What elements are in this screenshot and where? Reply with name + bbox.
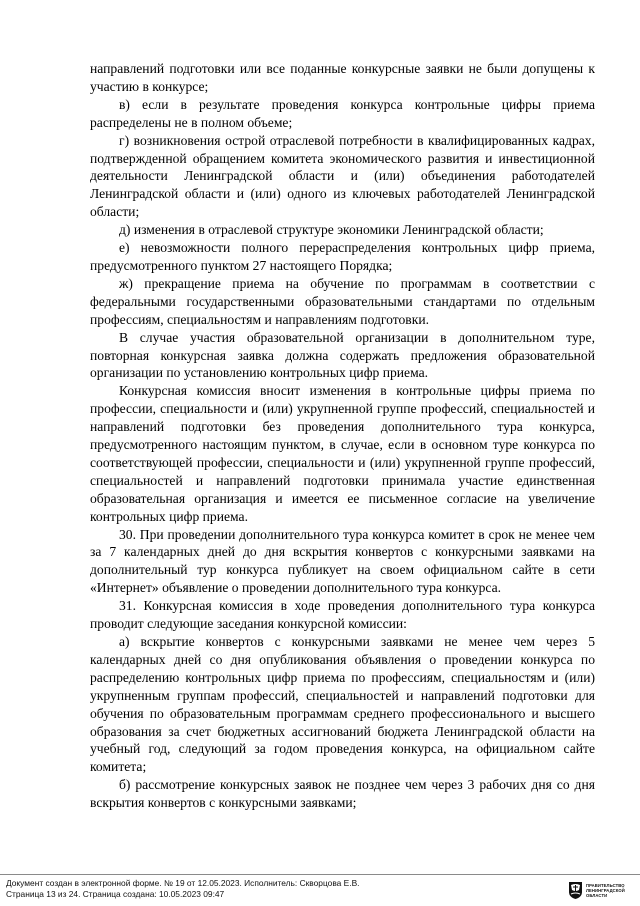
paragraph-item-e: е) невозможности полного перераспределения контрольных цифр приема, предусмотренного пунктом 27 настоящего Порядка;	[90, 240, 595, 273]
paragraph-item-g: г) возникновения острой отраслевой потребности в квалифицированных кадрах, подтвержденной обращением комитета экономического развития и инвестиционной деятельности Ленинградской области и (или) объединения работодателей Ленинградской области и (или) одного из ключевых работодателей Ленинградской области;	[90, 132, 595, 220]
government-logo	[568, 878, 636, 902]
footer-line-page-info: Страница 13 из 24. Страница создана: 10.05.2023 09:47	[6, 888, 225, 899]
logo-line-3: ОБЛАСТИ	[586, 892, 608, 898]
logo-line-2: ЛЕНИНГРАДСКОЙ	[586, 887, 625, 893]
paragraph-continuation: направлений подготовки или все поданные конкурсные заявки не были допущены к участию в конкурсе;	[90, 61, 595, 94]
coat-of-arms-icon	[568, 881, 583, 900]
paragraph-item-a: а) вскрытие конвертов с конкурсными заявками не менее чем через 5 календарных дней со дня опубликования объявления о проведении конкурса по распределению контрольных цифр приема по профессиям, специальностям и (или) укрупненным группам профессий, специальностей и направлений подготовки для обучения по образовательным программам среднего профессионального и высшего образования за счет бюджетных ассигнований бюджета Ленинградской области на учебный год, следующий за годом проведения конкурса, на официальном сайте комитета;	[90, 634, 595, 775]
document-footer	[0, 874, 640, 906]
paragraph-item-b: б) рассмотрение конкурсных заявок не позднее чем через 3 рабочих дня со дня вскрытия конвертов с конкурсными заявками;	[90, 777, 595, 811]
footer-metadata	[6, 878, 359, 899]
paragraph-item-d: д) изменения в отраслевой структуре экономики Ленинградской области;	[119, 222, 544, 238]
paragraph-commission-changes: Конкурсная комиссия вносит изменения в контрольные цифры приема по профессии, специальности и (или) укрупненной группе профессий, специальностей и направлений подготовки без проведения дополнительного тура конкурса, предусмотренного настоящим пунктом, в случае, если в основном туре конкурса по соответствующей профессии, специальности и (или) укрупненной группе профессий, специальностей и направлений подготовки принимала участие единственная образовательная организация и имеется ее письменное согласие на увеличение контрольных цифр приема.	[90, 383, 595, 524]
paragraph-clause-30: 30. При проведении дополнительного тура конкурса комитет в срок не менее чем за 7 календарных дней до дня вскрытия конвертов с конкурсными заявками на дополнительный тур конкурса публикует на своем официальном сайте в сети «Интернет» объявление о проведении дополнительного тура конкурса.	[90, 526, 595, 596]
footer-line-document-info: Документ создан в электронной форме. № 19 от 12.05.2023. Исполнитель: Скворцова Е.В.	[6, 878, 360, 888]
paragraph-clause-31: 31. Конкурсная комиссия в ходе проведения дополнительного тура конкурса проводит следующие заседания конкурсной комиссии:	[90, 598, 595, 632]
paragraph-item-zh: ж) прекращение приема на обучение по программам в соответствии с федеральными государственными образовательными стандартами по отдельным профессиям, специальностям и направлениям подготовки.	[90, 275, 595, 327]
paragraph-repeat-application: В случае участия образовательной организации в дополнительном туре, повторная конкурсная заявка должна содержать предложения образовательной организации по установлению контрольных цифр приема.	[90, 329, 595, 381]
logo-line-1: ПРАВИТЕЛЬСТВО	[586, 882, 625, 888]
paragraph-item-v: в) если в результате проведения конкурса контрольные цифры приема распределены не в полном объеме;	[90, 96, 595, 130]
document-body	[90, 60, 595, 812]
logo-caption	[586, 883, 625, 898]
